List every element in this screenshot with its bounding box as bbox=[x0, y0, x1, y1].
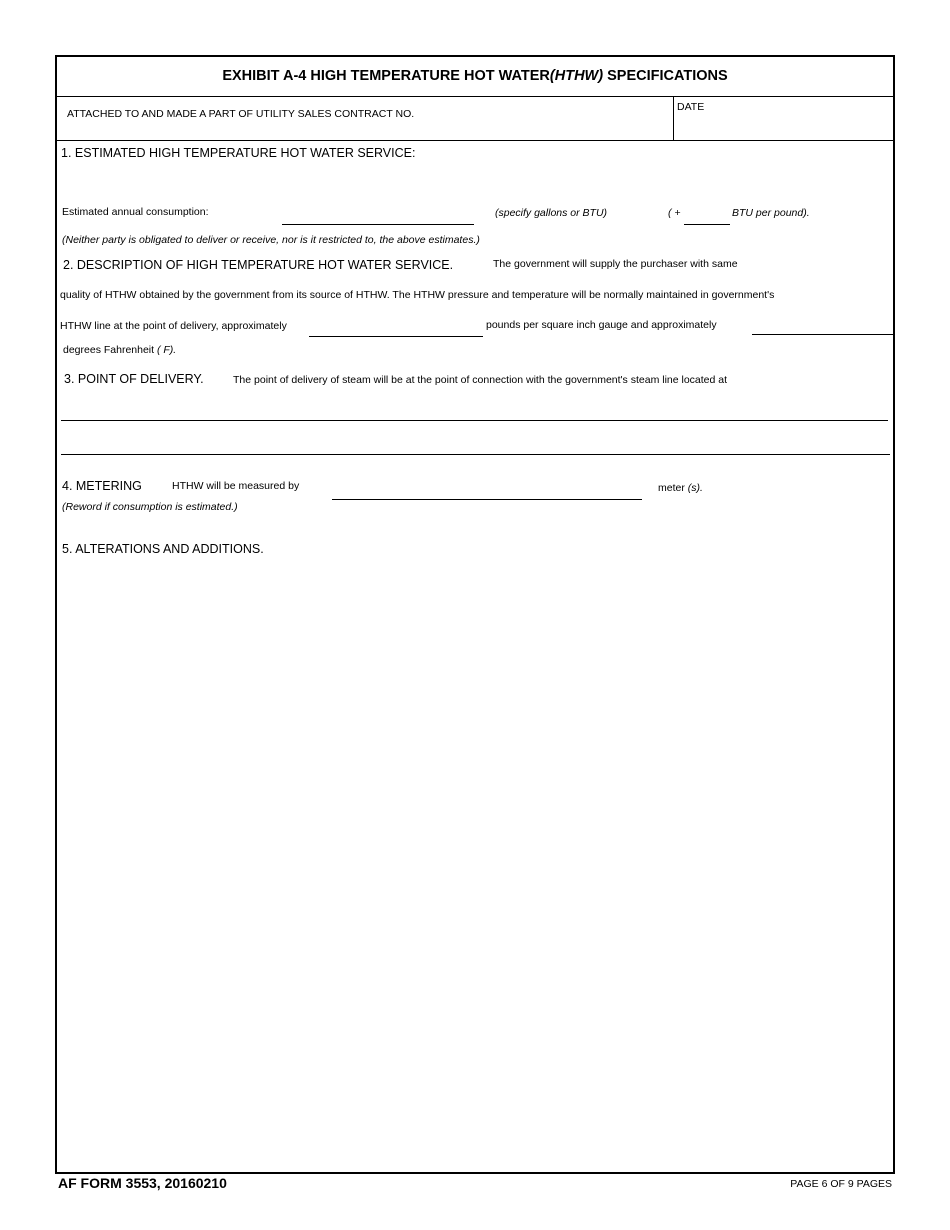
section2-heading: 2. DESCRIPTION OF HIGH TEMPERATURE HOT WATER SERVICE. bbox=[63, 258, 454, 272]
contract-number-field[interactable] bbox=[440, 104, 669, 126]
contract-label: ATTACHED TO AND MADE A PART OF UTILITY SALES CONTRACT NO. bbox=[67, 108, 415, 120]
meter-type-field[interactable] bbox=[332, 485, 642, 500]
degrees-text: degrees Fahrenheit bbox=[63, 344, 155, 356]
section4-heading: 4. METERING bbox=[62, 479, 142, 493]
plus-prefix: ( + bbox=[668, 207, 681, 219]
btu-per-pound-field[interactable] bbox=[684, 210, 730, 225]
contract-divider bbox=[56, 140, 894, 141]
degrees-label bbox=[63, 344, 176, 356]
section2-line1: The government will supply the purchaser with same bbox=[493, 258, 738, 270]
section3-text: The point of delivery of steam will be at the point of connection with the government's steam line located at bbox=[233, 374, 728, 386]
section3-heading: 3. POINT OF DELIVERY. bbox=[64, 372, 204, 386]
section1-heading: 1. ESTIMATED HIGH TEMPERATURE HOT WATER SERVICE: bbox=[61, 146, 416, 160]
section2-line2: quality of HTHW obtained by the government from its source of HTHW. The HTHW pressure and temperature will be normally maintained in government's bbox=[60, 289, 775, 301]
section2-line3-start: HTHW line at the point of delivery, approximately bbox=[60, 320, 287, 332]
form-title bbox=[0, 68, 950, 84]
delivery-location-line1[interactable] bbox=[61, 406, 888, 421]
delivery-location-line2[interactable] bbox=[61, 440, 890, 455]
estimate-note: (Neither party is obligated to deliver or receive, nor is it restricted to, the above estimates.) bbox=[62, 234, 480, 246]
degrees-unit: ( F). bbox=[156, 344, 177, 356]
pressure-field[interactable] bbox=[309, 322, 483, 337]
meter-plural: (s). bbox=[687, 482, 703, 494]
temperature-field[interactable] bbox=[752, 320, 894, 335]
title-suffix: SPECIFICATIONS bbox=[607, 68, 728, 84]
title-main: EXHIBIT A-4 HIGH TEMPERATURE HOT WATER bbox=[222, 68, 550, 84]
section4-text: HTHW will be measured by bbox=[172, 480, 300, 492]
section2-line3-mid: pounds per square inch gauge and approximately bbox=[486, 319, 717, 331]
page-indicator: PAGE 6 OF 9 PAGES bbox=[790, 1178, 892, 1190]
meter-text: meter bbox=[658, 482, 685, 494]
date-label: DATE bbox=[677, 101, 705, 113]
meter-label bbox=[658, 482, 703, 494]
title-divider bbox=[56, 96, 894, 97]
section5-heading: 5. ALTERATIONS AND ADDITIONS. bbox=[62, 542, 264, 556]
section4-note: (Reword if consumption is estimated.) bbox=[62, 501, 238, 513]
specify-units-label: (specify gallons or BTU) bbox=[495, 207, 608, 219]
consumption-field[interactable] bbox=[282, 210, 474, 225]
date-field[interactable] bbox=[680, 116, 889, 138]
consumption-label: Estimated annual consumption: bbox=[62, 206, 209, 218]
alterations-field[interactable] bbox=[62, 564, 891, 1168]
form-number: AF FORM 3553, 20160210 bbox=[58, 1175, 227, 1191]
date-divider bbox=[673, 96, 674, 140]
btu-suffix: BTU per pound). bbox=[732, 207, 810, 219]
title-abbrev: (HTHW) bbox=[549, 68, 604, 84]
